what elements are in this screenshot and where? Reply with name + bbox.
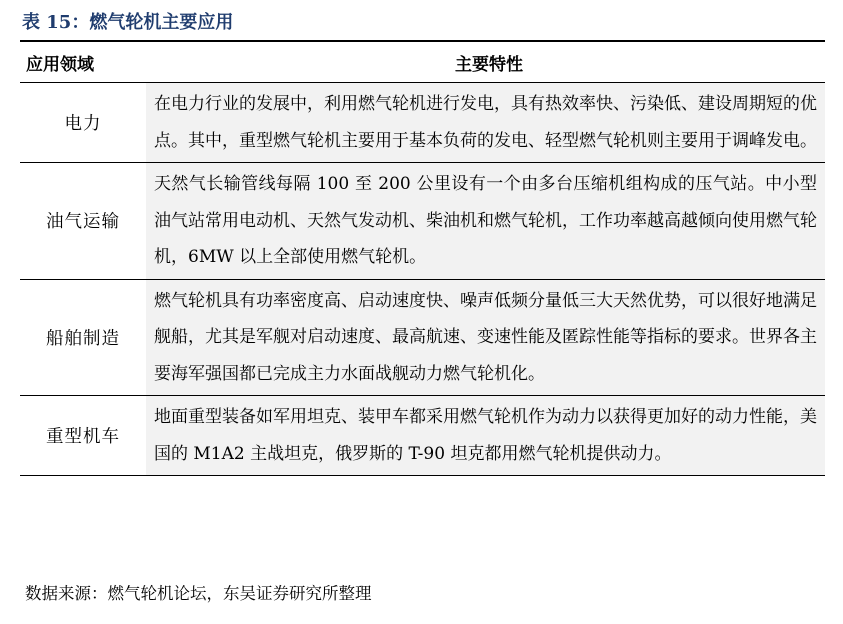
table-row-oil-gas — [20, 163, 825, 280]
table-header — [20, 42, 825, 83]
field-cell: 重型机车 — [20, 396, 146, 475]
table-row-shipbuilding — [20, 280, 825, 397]
table-title: 表 15：燃气轮机主要应用 — [22, 12, 234, 33]
header-field: 应用领域 — [26, 54, 94, 75]
applications-table — [20, 40, 825, 476]
data-source-note: 数据来源：燃气轮机论坛，东吴证券研究所整理 — [25, 584, 372, 603]
header-features: 主要特性 — [455, 54, 523, 75]
features-cell: 地面重型装备如军用坦克、装甲车都采用燃气轮机作为动力以获得更加好的动力性能，美国的 M1A2 主战坦克，俄罗斯的 T-90 坦克都用燃气轮机提供动力。 — [146, 396, 825, 475]
field-cell: 油气运输 — [20, 163, 146, 279]
field-cell: 电力 — [20, 83, 146, 162]
features-cell: 在电力行业的发展中，利用燃气轮机进行发电，具有热效率快、污染低、建设周期短的优点。其中，重型燃气轮机主要用于基本负荷的发电、轻型燃气轮机则主要用于调峰发电。 — [146, 83, 825, 162]
features-cell: 燃气轮机具有功率密度高、启动速度快、噪声低频分量低三大天然优势，可以很好地满足舰船，尤其是军舰对启动速度、最高航速、变速性能及匿踪性能等指标的要求。世界各主要海军强国都已完成主力水面战舰动力燃气轮机化。 — [146, 280, 825, 396]
features-cell: 天然气长输管线每隔 100 至 200 公里设有一个由多台压缩机组构成的压气站。中小型油气站常用电动机、天然气发动机、柴油机和燃气轮机，工作功率越高越倾向使用燃气轮机，6MW 以上全部使用燃气轮机。 — [146, 163, 825, 279]
field-cell: 船舶制造 — [20, 280, 146, 396]
table-row-heavy-vehicle — [20, 396, 825, 475]
table-row-power — [20, 83, 825, 163]
